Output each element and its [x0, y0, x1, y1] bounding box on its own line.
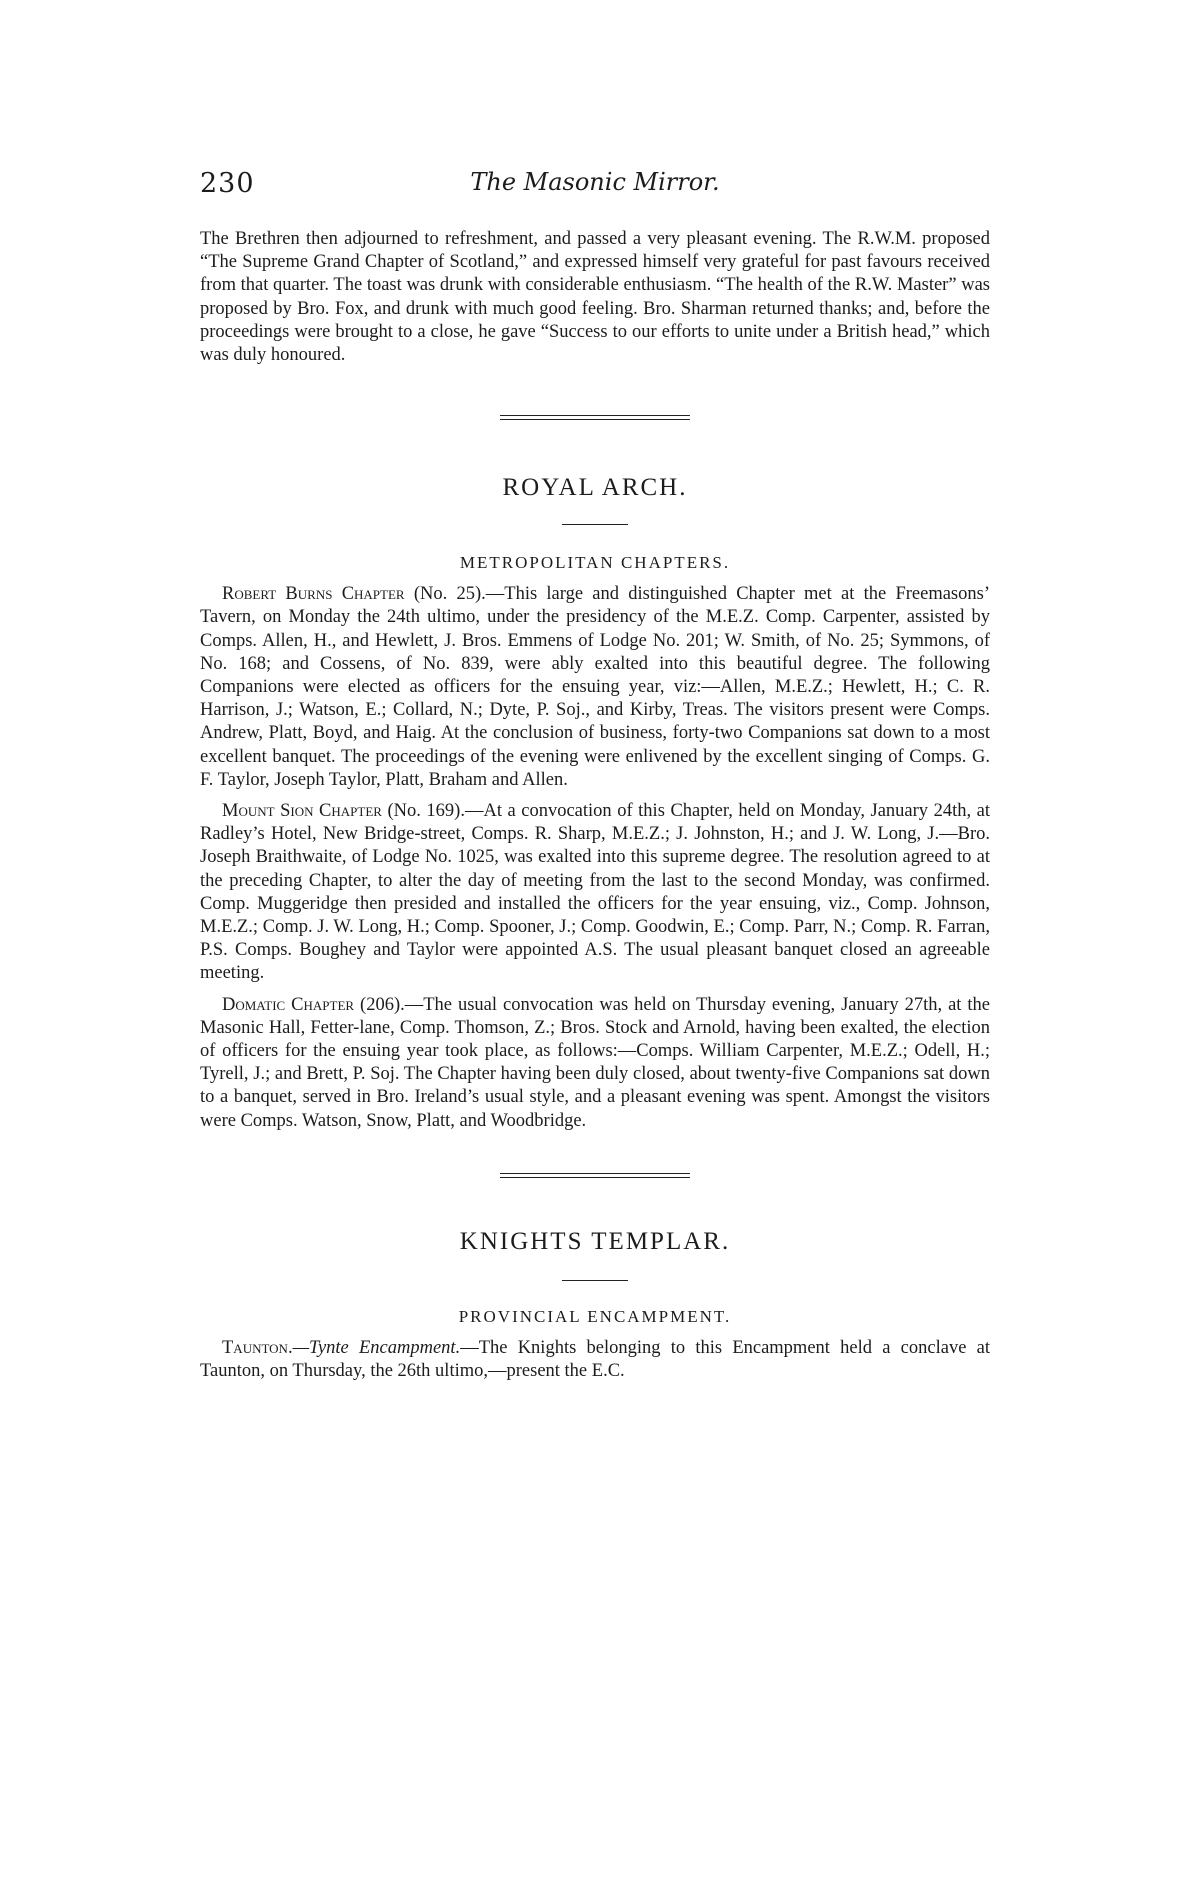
robert-burns-chapter-paragraph [200, 583, 990, 792]
page-header [200, 168, 990, 208]
knights-templar-heading: KNIGHTS TEMPLAR. [459, 1227, 731, 1255]
taunton-encampment-paragraph [200, 1337, 990, 1383]
chapter-name: Domatic Chapter [222, 994, 355, 1015]
encampment-report-text: —The Knights belonging to this Encampment held a conclave at Taunton, on Thursday, the 26th ultimo,—present the E.C. [200, 1337, 990, 1382]
mount-sion-chapter-paragraph [200, 800, 990, 986]
chapter-report-text: (206).—The usual convocation was held on Thursday evening, January 27th, at the Masonic Hall, Fetter-lane, Comp. Thomson, Z.; Bros. Stock and Arnold, having been exalted, the election of officers for the ensuing year took place, as follows:—Comps. William Carpenter, M.E.Z.; Odell, H.; Tyrell, J.; and Brett, P. Soj. The Chapter having been duly closed, about twenty-five Companions sat down to a banquet, served in Bro. Ireland’s usual style, and a pleasant evening was spent. Amongst the visitors were Comps. Watson, Snow, Platt, and Woodbridge. [200, 994, 990, 1131]
metropolitan-chapters-subheading: METROPOLITAN CHAPTERS. [459, 553, 731, 573]
chapter-name: Robert Burns Chapter [222, 584, 405, 605]
domatic-chapter-paragraph [200, 994, 990, 1133]
running-title: The Masonic Mirror. [470, 168, 720, 196]
intro-paragraph: The Brethren then adjourned to refreshment, and passed a very pleasant evening. The R.W.M. proposed “The Supreme Grand Chapter of Scotland,” and expressed himself very grateful for past favours received from that quarter. The toast was drunk with considerable enthusiasm. “The health of the R.W. Master” was proposed by Bro. Fox, and drunk with much good feeling. Bro. Sharman returned thanks; and, before the proceedings were brought to a close, he gave “Success to our efforts to unite under a British head,” which was duly honoured. [200, 229, 990, 366]
royal-arch-heading: ROYAL ARCH. [502, 474, 688, 502]
section-divider-double-rule [500, 415, 690, 420]
place-name: Taunton. [222, 1337, 293, 1358]
chapter-report-text: (No. 169).—At a convocation of this Chapter, held on Monday, January 24th, at Radley’s Hotel, New Bridge-street, Comps. R. Sharp, M.E.Z.; J. Johnston, H.; and J. W. Long, J.—Bro. Joseph Braithwaite, of Lodge No. 1025, was exalted into this supreme degree. The resolution agreed to at the preceding Chapter, to alter the day of meeting from the last to the second Monday, was confirmed. Comp. Muggeridge then presided and installed the officers for the year ensuing, viz., Comp. Johnson, M.E.Z.; Comp. J. W. Long, H.; Comp. Spooner, J.; Comp. Goodwin, E.; Comp. Parr, N.; Comp. R. Farran, P.S. Comps. Boughey and Taylor were appointed A.S. The usual pleasant banquet closed an agreeable meeting. [200, 801, 990, 984]
chapter-report-text: (No. 25).—This large and distinguished Chapter met at the Freemasons’ Tavern, on Monday the 24th ultimo, under the presidency of the M.E.Z. Comp. Carpenter, assisted by Comps. Allen, H., and Hewlett, J. Bros. Emmens of Lodge No. 201; W. Smith, of No. 25; Symmons, of No. 168; and Cossens, of No. 839, were ably exalted into this beautiful degree. The following Companions were elected as officers for the ensuing year, viz:—Allen, M.E.Z.; Hewlett, H.; C. R. Harrison, J.; Watson, E.; Collard, N.; Dyte, P. Soj., and Kirby, Treas. The visitors present were Comps. Andrew, Platt, Boyd, and Haig. At the conclusion of business, forty-two Companions sat down to a most excellent banquet. The proceedings of the evening were enlivened by the excellent singing of Comps. G. F. Taylor, Joseph Taylor, Platt, Braham and Allen. [200, 584, 990, 790]
provincial-encampment-subheading: PROVINCIAL ENCAMPMENT. [458, 1306, 732, 1326]
section-divider-double-rule [500, 1173, 690, 1178]
page-content [200, 228, 990, 1383]
chapter-name: Mount Sion Chapter [222, 801, 382, 822]
heading-short-rule [562, 1280, 628, 1281]
encampment-name: —Tynte Encampment. [292, 1337, 461, 1358]
page-number: 230 [200, 168, 255, 199]
heading-short-rule [562, 524, 628, 525]
